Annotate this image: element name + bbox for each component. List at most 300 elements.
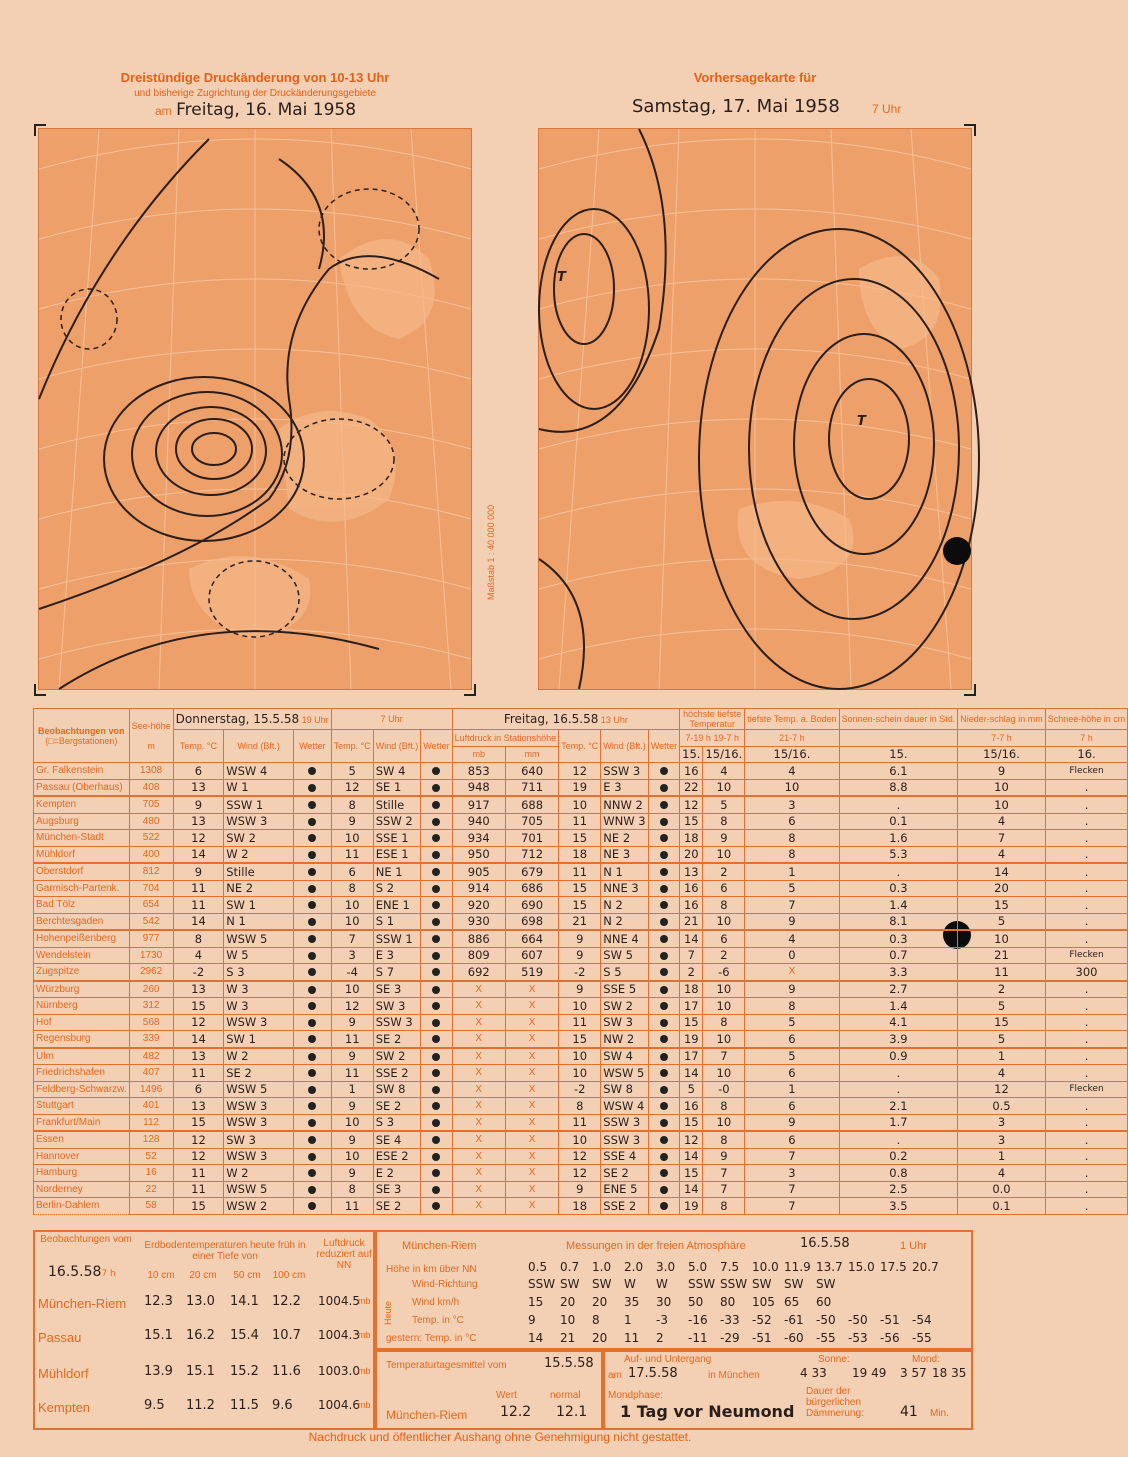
aloft-yest-temp: -29	[720, 1331, 740, 1345]
weather-symbol-icon	[432, 986, 440, 994]
temp-13: 10	[559, 1131, 601, 1148]
soil-temp-value: 13.0	[186, 1294, 215, 1309]
temp-19: 11	[173, 1165, 224, 1182]
pressure-mb: 950	[452, 846, 505, 863]
weather-symbol-icon	[660, 1002, 668, 1010]
pressure-mm: 701	[505, 830, 558, 847]
wind-7: SSE 2	[373, 1065, 421, 1082]
weather-symbol-icon	[432, 1136, 440, 1144]
aloft-height-value: 15.0	[848, 1260, 875, 1274]
pressure-mm: 711	[505, 779, 558, 796]
temp-13: 10	[559, 1065, 601, 1082]
wind-19: SW 3	[224, 1131, 294, 1148]
station-row	[34, 930, 1128, 947]
wind-13: NW 2	[601, 1031, 649, 1048]
aloft-height-value: 3.0	[656, 1260, 676, 1274]
temp-min: -6	[703, 964, 745, 981]
wind-13: WSW 4	[601, 1098, 649, 1115]
wind-19: WSW 5	[224, 1081, 294, 1098]
mean-station: München-Riem	[386, 1408, 468, 1422]
temp-19: 12	[173, 1014, 224, 1031]
station-height: 52	[129, 1148, 173, 1165]
soil-temp-value: 13.9	[144, 1364, 173, 1379]
station-name: Frankfurt/Main	[34, 1114, 130, 1131]
pressure-mm: 698	[505, 913, 558, 930]
temp-13: 12	[559, 1148, 601, 1165]
station-height: 22	[129, 1181, 173, 1198]
temp-min: 8	[703, 1198, 745, 1215]
sunshine: 6.1	[839, 763, 958, 780]
pressure-mb: X	[452, 1048, 505, 1065]
soil-date-value: 16.5.58	[48, 1264, 102, 1280]
temp-7: 6	[331, 863, 373, 880]
temp-max: 19	[680, 1198, 703, 1215]
weather-symbol-icon	[308, 986, 316, 994]
snow-depth: .	[1045, 897, 1128, 914]
moon-set: 18 35	[932, 1366, 967, 1380]
temp-13: -2	[559, 964, 601, 981]
soil-pressure-value: 1004.3	[318, 1328, 360, 1342]
aloft-height-value: 5.0	[688, 1260, 708, 1274]
weather-13	[648, 930, 679, 947]
aloft-temp: 10	[560, 1313, 576, 1327]
temp-7: 12	[331, 998, 373, 1015]
obs-header-precip-1: Nieder-schlag in mm	[960, 714, 1043, 724]
station-name: Hamburg	[34, 1165, 130, 1182]
weather-symbol-icon	[308, 1086, 316, 1094]
temp-min: 6	[703, 880, 745, 897]
wind-19: WSW 4	[224, 763, 294, 780]
pressure-mb: X	[452, 1065, 505, 1082]
pressure-mb: X	[452, 998, 505, 1015]
temp-7: 5	[331, 763, 373, 780]
temp-7: 9	[331, 1048, 373, 1065]
weather-7	[421, 1131, 452, 1148]
pressure-mb: X	[452, 1165, 505, 1182]
weather-19	[293, 779, 331, 796]
wind-7: S 7	[373, 964, 421, 981]
weather-7	[421, 1114, 452, 1131]
sunshine: 0.7	[839, 947, 958, 964]
station-name: Oberstdorf	[34, 863, 130, 880]
right-map-title: Vorhersagekarte für	[693, 70, 817, 85]
weather-13	[648, 1031, 679, 1048]
temp-ground: 6	[745, 1031, 839, 1048]
weather-symbol-icon	[308, 1002, 316, 1010]
temp-ground: 0	[745, 947, 839, 964]
temp-min: 10	[703, 1065, 745, 1082]
wind-7: SE 4	[373, 1131, 421, 1148]
mean-normal-value: 12.1	[556, 1404, 588, 1420]
precipitation: 4	[958, 846, 1046, 863]
temp-max: 17	[680, 998, 703, 1015]
weather-symbol-icon	[308, 952, 316, 960]
temp-min: 10	[703, 779, 745, 796]
weather-13	[648, 1114, 679, 1131]
weather-symbol-icon	[308, 1153, 316, 1161]
aloft-height-value: 7.5	[720, 1260, 740, 1274]
weather-7	[421, 1065, 452, 1082]
aloft-speed-label: Wind km/h	[412, 1297, 460, 1308]
soil-pressure-unit: mb	[358, 1400, 371, 1410]
sunmoon-date: 17.5.58	[628, 1366, 678, 1381]
temp-ground: 5	[745, 880, 839, 897]
weather-19	[293, 1048, 331, 1065]
station-height: 312	[129, 998, 173, 1015]
temp-ground: 4	[745, 930, 839, 947]
snow-depth: .	[1045, 846, 1128, 863]
weather-symbol-icon	[308, 1102, 316, 1110]
temp-ground: 6	[745, 1065, 839, 1082]
temp-max: 5	[680, 1081, 703, 1098]
obs-header-row-1	[34, 709, 1128, 730]
soil-station-name: Passau	[38, 1330, 82, 1345]
wind-7: SW 3	[373, 998, 421, 1015]
weather-19	[293, 897, 331, 914]
obs-header-tmax-times: 7-19 h 19-7 h	[680, 730, 745, 747]
sunshine: 0.2	[839, 1148, 958, 1165]
obs-header-wetter-1: Wetter	[293, 730, 331, 763]
wind-7: SE 3	[373, 1181, 421, 1198]
weather-symbol-icon	[308, 1019, 316, 1027]
temp-min: 8	[703, 813, 745, 830]
station-name: Essen	[34, 1131, 130, 1148]
weather-symbol-icon	[432, 1069, 440, 1077]
pressure-mm: X	[505, 1148, 558, 1165]
weather-symbol-icon	[432, 1053, 440, 1061]
temp-max: 13	[680, 863, 703, 880]
weather-symbol-icon	[660, 1169, 668, 1177]
pressure-mm: X	[505, 1048, 558, 1065]
temp-ground: 6	[745, 813, 839, 830]
soil-station-name: Kempten	[38, 1400, 91, 1415]
aloft-height-value: 2.0	[624, 1260, 644, 1274]
soil-temp-value: 9.6	[272, 1398, 293, 1413]
wind-13: SE 2	[601, 1165, 649, 1182]
pressure-mm: X	[505, 998, 558, 1015]
pressure-mb: X	[452, 1114, 505, 1131]
weather-19	[293, 796, 331, 813]
temp-13: 10	[559, 1048, 601, 1065]
aloft-temp: -51	[880, 1313, 900, 1327]
weather-symbol-icon	[308, 868, 316, 876]
weather-19	[293, 1131, 331, 1148]
scale-label-text: Maßstab	[486, 564, 496, 600]
temp-7: 10	[331, 913, 373, 930]
aloft-wind-speed: 80	[720, 1295, 736, 1309]
temp-min: 10	[703, 913, 745, 930]
right-map-time: 7 Uhr	[872, 102, 902, 116]
weather-13	[648, 830, 679, 847]
soil-title: Erdbodentemperaturen heute früh in einer Tiefe von	[144, 1240, 306, 1262]
aloft-yest-temp: -56	[880, 1331, 900, 1345]
dusk-unit: Min.	[930, 1408, 949, 1419]
aloft-wind-speed: 35	[624, 1295, 640, 1309]
weather-symbol-icon	[660, 818, 668, 826]
weather-symbol-icon	[308, 901, 316, 909]
temp-max: 12	[680, 1131, 703, 1148]
temp-max: 18	[680, 981, 703, 998]
wind-7: S 2	[373, 880, 421, 897]
weather-symbol-icon	[660, 986, 668, 994]
precipitation: 14	[958, 863, 1046, 880]
station-name: Friedrichshafen	[34, 1065, 130, 1082]
station-height: 977	[129, 930, 173, 947]
temp-ground: 7	[745, 1198, 839, 1215]
precipitation: 5	[958, 913, 1046, 930]
weather-symbol-icon	[660, 1102, 668, 1110]
weather-13	[648, 1165, 679, 1182]
wind-13: SW 8	[601, 1081, 649, 1098]
temp-min: 7	[703, 1165, 745, 1182]
obs-header-day2	[452, 709, 680, 730]
pressure-mm: 690	[505, 897, 558, 914]
pressure-mb: X	[452, 1081, 505, 1098]
weather-13	[648, 1048, 679, 1065]
station-row	[34, 1031, 1128, 1048]
wind-7: SW 4	[373, 763, 421, 780]
weather-symbol-icon	[660, 868, 668, 876]
snow-depth: Flecken	[1045, 947, 1128, 964]
wind-19: WSW 3	[224, 1098, 294, 1115]
station-name: Wendelstein	[34, 947, 130, 964]
pressure-mb: X	[452, 1031, 505, 1048]
wind-7: SSW 3	[373, 1014, 421, 1031]
obs-header-temp-2: Temp. °C	[331, 730, 373, 763]
weather-13	[648, 813, 679, 830]
aloft-wind-speed: 105	[752, 1295, 775, 1309]
precipitation: 1	[958, 1148, 1046, 1165]
soil-temp-value: 10.7	[272, 1328, 301, 1343]
precipitation: 15	[958, 1014, 1046, 1031]
obs-header-date-snow: 16.	[1045, 746, 1128, 763]
aloft-yest-temp: -51	[752, 1331, 772, 1345]
wind-13: NE 3	[601, 846, 649, 863]
weather-symbol-icon	[660, 1136, 668, 1144]
temp-min: 10	[703, 981, 745, 998]
pressure-mm: X	[505, 1065, 558, 1082]
station-height: 705	[129, 796, 173, 813]
weather-19	[293, 1165, 331, 1182]
sunshine: 0.9	[839, 1048, 958, 1065]
weather-symbol-icon	[432, 1019, 440, 1027]
temp-13: 9	[559, 1181, 601, 1198]
weather-13	[648, 796, 679, 813]
weather-symbol-icon	[660, 851, 668, 859]
temp-min: 9	[703, 830, 745, 847]
pressure-mb: 940	[452, 813, 505, 830]
temp-13: 21	[559, 913, 601, 930]
weather-symbol-icon	[660, 834, 668, 842]
sunmoon-place: in München	[708, 1370, 760, 1381]
station-row	[34, 1148, 1128, 1165]
crop-mark-br	[964, 684, 976, 696]
weather-7	[421, 1198, 452, 1215]
aloft-temp: -50	[816, 1313, 836, 1327]
mean-date: 15.5.58	[544, 1356, 594, 1371]
temp-19: 14	[173, 846, 224, 863]
snow-depth: .	[1045, 779, 1128, 796]
temp-ground: 8	[745, 830, 839, 847]
precipitation: 5	[958, 998, 1046, 1015]
temp-min: 5	[703, 796, 745, 813]
weather-13	[648, 863, 679, 880]
station-height: 2962	[129, 964, 173, 981]
obs-header-date-prec: 15/16.	[958, 746, 1046, 763]
sunshine: .	[839, 796, 958, 813]
weather-7	[421, 1048, 452, 1065]
aloft-temp: -50	[848, 1313, 868, 1327]
soil-temp-value: 11.6	[272, 1364, 301, 1379]
aloft-temp: -3	[656, 1313, 668, 1327]
obs-header-day2-7: 7 Uhr	[331, 709, 452, 730]
temp-13: 15	[559, 880, 601, 897]
snow-depth: .	[1045, 1148, 1128, 1165]
temp-7: 11	[331, 846, 373, 863]
wind-13: SW 4	[601, 1048, 649, 1065]
temp-min: 8	[703, 1131, 745, 1148]
aloft-yest-temp: 21	[560, 1331, 576, 1345]
snow-depth: .	[1045, 913, 1128, 930]
temp-ground: 1	[745, 1081, 839, 1098]
soil-station-name: München-Riem	[38, 1296, 127, 1311]
weather-13	[648, 913, 679, 930]
temp-19: -2	[173, 964, 224, 981]
obs-header-mm: mm	[505, 746, 558, 763]
snow-depth: .	[1045, 1098, 1128, 1115]
temp-max: 15	[680, 1114, 703, 1131]
temp-ground: 5	[745, 1014, 839, 1031]
temp-ground: 9	[745, 913, 839, 930]
temp-max: 15	[680, 1165, 703, 1182]
obs-header-day1-time: 19 Uhr	[301, 714, 329, 725]
obs-header-snow	[1045, 709, 1128, 730]
pressure-mm: 640	[505, 763, 558, 780]
station-height: 482	[129, 1048, 173, 1065]
sunshine: 1.4	[839, 998, 958, 1015]
temp-max: 21	[680, 913, 703, 930]
weather-19	[293, 830, 331, 847]
snow-depth: .	[1045, 813, 1128, 830]
temp-ground: 3	[745, 796, 839, 813]
wind-13: SW 2	[601, 998, 649, 1015]
sunshine: 0.3	[839, 880, 958, 897]
wind-19: WSW 3	[224, 813, 294, 830]
temp-13: 10	[559, 998, 601, 1015]
precipitation: 0.0	[958, 1181, 1046, 1198]
weather-symbol-icon	[308, 968, 316, 976]
pressure-mm: X	[505, 1031, 558, 1048]
wind-13: N 2	[601, 897, 649, 914]
station-row	[34, 880, 1128, 897]
station-row	[34, 1014, 1128, 1031]
pressure-mb: 930	[452, 913, 505, 930]
aloft-height-value: 11.9	[784, 1260, 811, 1274]
aloft-temp: -33	[720, 1313, 740, 1327]
wind-19: W 5	[224, 947, 294, 964]
station-height: 339	[129, 1031, 173, 1048]
temp-max: 16	[680, 880, 703, 897]
obs-header-sun-blank	[839, 730, 958, 747]
precipitation: 20	[958, 880, 1046, 897]
left-map-title: Dreistündige Druckänderung von 10-13 Uhr	[120, 70, 390, 85]
temp-7: 10	[331, 830, 373, 847]
temp-19: 13	[173, 1048, 224, 1065]
aloft-wind-dir: SSW	[528, 1277, 556, 1291]
temp-ground: 3	[745, 1165, 839, 1182]
wind-7: S 1	[373, 913, 421, 930]
weather-7	[421, 1081, 452, 1098]
station-height: 128	[129, 1131, 173, 1148]
wind-13: SW 5	[601, 947, 649, 964]
weather-7	[421, 796, 452, 813]
precipitation: 4	[958, 1065, 1046, 1082]
weather-7	[421, 998, 452, 1015]
weather-7	[421, 947, 452, 964]
pressure-mm: X	[505, 1114, 558, 1131]
pressure-mb: 853	[452, 763, 505, 780]
station-row	[34, 998, 1128, 1015]
crop-mark-br-left	[464, 684, 476, 696]
snow-depth: Flecken	[1045, 1081, 1128, 1098]
temp-7: 9	[331, 813, 373, 830]
aloft-yest-temp: -11	[688, 1331, 708, 1345]
wind-7: SE 3	[373, 981, 421, 998]
soil-temp-value: 15.4	[230, 1328, 259, 1343]
snow-depth: .	[1045, 1031, 1128, 1048]
pressure-change-map	[38, 128, 472, 690]
snow-depth: .	[1045, 1065, 1128, 1082]
weather-symbol-icon	[660, 1069, 668, 1077]
station-height: 812	[129, 863, 173, 880]
soil-pressure-value: 1004.5	[318, 1294, 360, 1308]
soil-pressure-unit: mb	[358, 1366, 371, 1376]
wind-13: SSW 3	[601, 1114, 649, 1131]
weather-13	[648, 998, 679, 1015]
weather-19	[293, 1014, 331, 1031]
pressure-mm: X	[505, 1131, 558, 1148]
moon-rise: 3 57	[900, 1366, 927, 1380]
weather-19	[293, 1065, 331, 1082]
sunmoon-mond: Mond:	[912, 1354, 940, 1365]
obs-header-day2-13: 13 Uhr	[600, 714, 628, 725]
temp-13: 18	[559, 846, 601, 863]
obs-header-date-max: 15.	[680, 746, 703, 763]
observation-table	[33, 708, 1128, 1215]
station-row	[34, 813, 1128, 830]
sunshine: 0.1	[839, 813, 958, 830]
weather-symbol-icon	[432, 834, 440, 842]
temp-7: 9	[331, 1131, 373, 1148]
obs-body	[34, 763, 1128, 1215]
snow-depth: .	[1045, 1181, 1128, 1198]
station-height: 58	[129, 1198, 173, 1215]
weather-symbol-icon	[660, 968, 668, 976]
weather-symbol-icon	[308, 918, 316, 926]
scale-value: 1 : 40 000 000	[486, 504, 496, 563]
weather-7	[421, 763, 452, 780]
wind-13: SSW 3	[601, 763, 649, 780]
pressure-mb: X	[452, 1148, 505, 1165]
temp-max: 14	[680, 1148, 703, 1165]
temp-19: 9	[173, 863, 224, 880]
station-row	[34, 1165, 1128, 1182]
temp-max: 18	[680, 830, 703, 847]
pressure-mm: 679	[505, 863, 558, 880]
obs-header-tground	[745, 709, 839, 730]
pressure-mm: 705	[505, 813, 558, 830]
obs-header-tmax-2: Temperatur	[689, 719, 735, 729]
